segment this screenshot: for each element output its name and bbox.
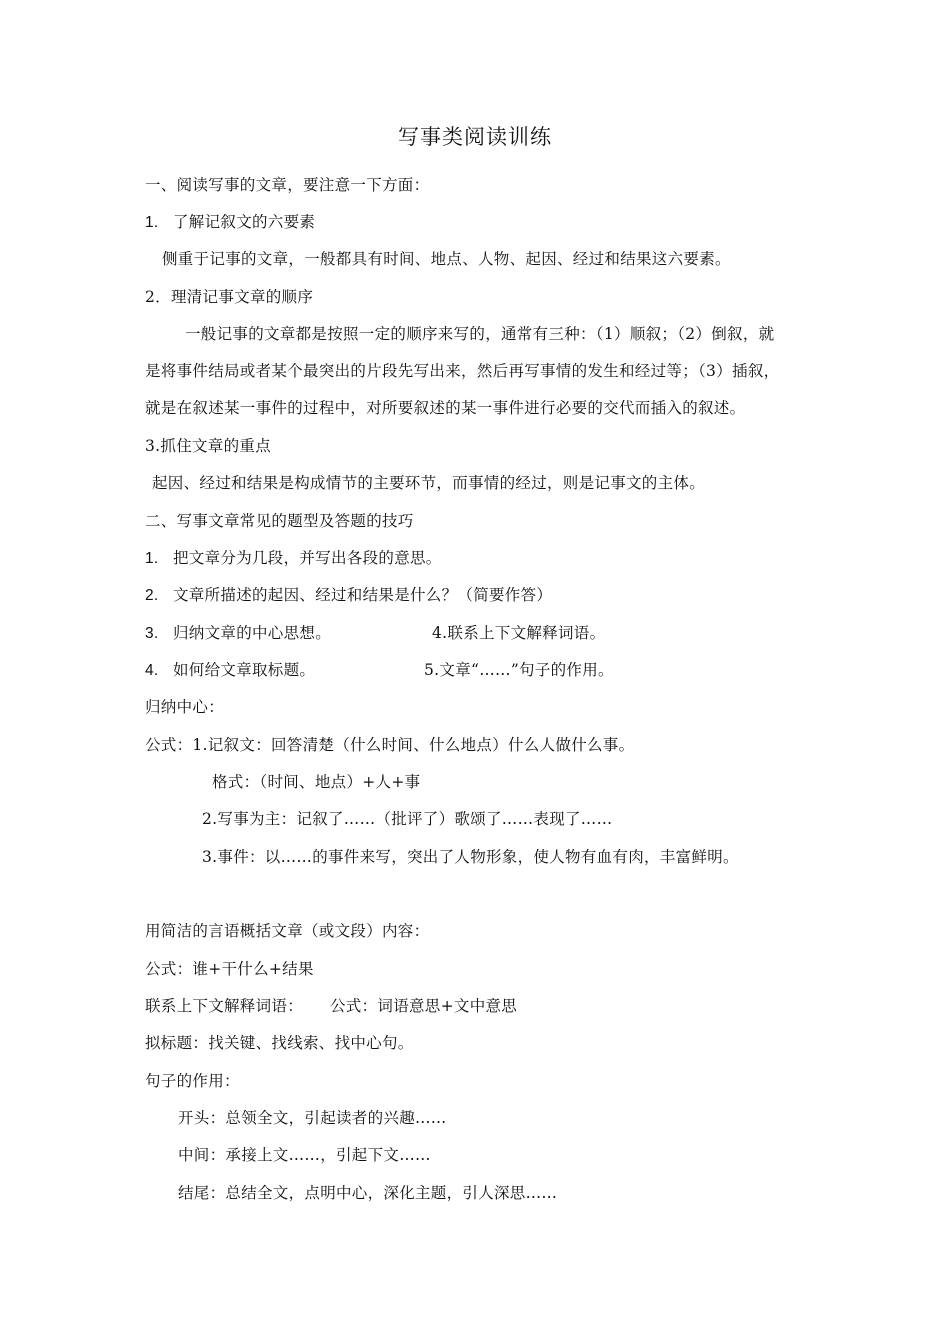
section2-question5: 5.文章“……”句子的作用。 [424,661,614,679]
item-text: 把文章分为几段，并写出各段的意思。 [173,549,442,567]
sentence-heading: 句子的作用： [145,1072,240,1090]
section2-question1 [145,548,442,569]
center-formula3: 3.事件：以……的事件来写，突出了人物形象，使人物有血有肉，丰富鲜明。 [202,848,739,866]
item-text: 文章所描述的起因、经过和结果是什么？（简要作答） [173,586,553,604]
section1-item2-body-line1: 一般记事的文章都是按照一定的顺序来写的，通常有三种：（1）顺叙；（2）倒叙，就 [185,325,775,343]
section2-question4: 4.联系上下文解释词语。 [432,624,606,642]
section1-item2-body-line2: 是将事件结局或者某个最突出的片段先写出来，然后再写事情的发生和经过等；（3）插叙， [145,362,780,380]
item-number: 3. [145,625,159,642]
section2-question4b [145,660,315,681]
title-tip: 拟标题：找关键、找线索、找中心句。 [145,1034,414,1052]
center-formula2: 2.写事为主：记叙了……（批评了）歌颂了……表现了…… [202,810,613,828]
item-text: 如何给文章取标题。 [173,661,316,679]
sentence-start: 开头：总领全文，引起读者的兴趣…… [178,1109,447,1127]
item-number: 4. [145,662,159,679]
summary-formula: 公式：谁+干什么+结果 [145,960,314,978]
summary-heading: 用简洁的言语概括文章（或文段）内容： [145,922,430,940]
section1-item2-body-line3: 就是在叙述某一事件的过程中，对所要叙述的某一事件进行必要的交代而插入的叙述。 [145,399,746,417]
section1-item1-title [145,212,315,233]
section1-item3-title: 3.抓住文章的重点 [145,437,271,455]
section1-item1-body: 侧重于记事的文章，一般都具有时间、地点、人物、起因、经过和结果这六要素。 [162,250,731,268]
item-text: 归纳文章的中心思想。 [173,624,332,642]
section2-question3 [145,623,331,644]
section1-item2-title: 2．理清记事文章的顺序 [145,288,314,306]
center-format: 格式：（时间、地点）+人+事 [212,773,421,791]
center-formula1: 公式：1.记叙文：回答清楚（什么时间、什么地点）什么人做什么事。 [145,736,635,754]
words-formula: 公式：词语意思+文中意思 [330,997,518,1015]
section1-item3-body: 起因、经过和结果是构成情节的主要环节，而事情的经过，则是记事文的主体。 [152,474,706,492]
sentence-middle: 中间：承接上文……，引起下文…… [178,1146,431,1164]
section1-heading: 一、阅读写事的文章，要注意一下方面： [145,176,430,194]
section2-heading: 二、写事文章常见的题型及答题的技巧 [145,512,414,530]
item-number: 1. [145,550,159,567]
words-heading: 联系上下文解释词语： [145,997,304,1015]
item-number: 2. [145,587,159,604]
document-title: 写事类阅读训练 [398,125,552,149]
item-number: 1. [145,214,159,231]
sentence-end: 结尾：总结全文，点明中心，深化主题，引人深思…… [178,1184,558,1202]
center-heading: 归纳中心： [145,698,225,716]
section2-question2 [145,585,552,606]
item-text: 了解记叙文的六要素 [173,213,316,231]
